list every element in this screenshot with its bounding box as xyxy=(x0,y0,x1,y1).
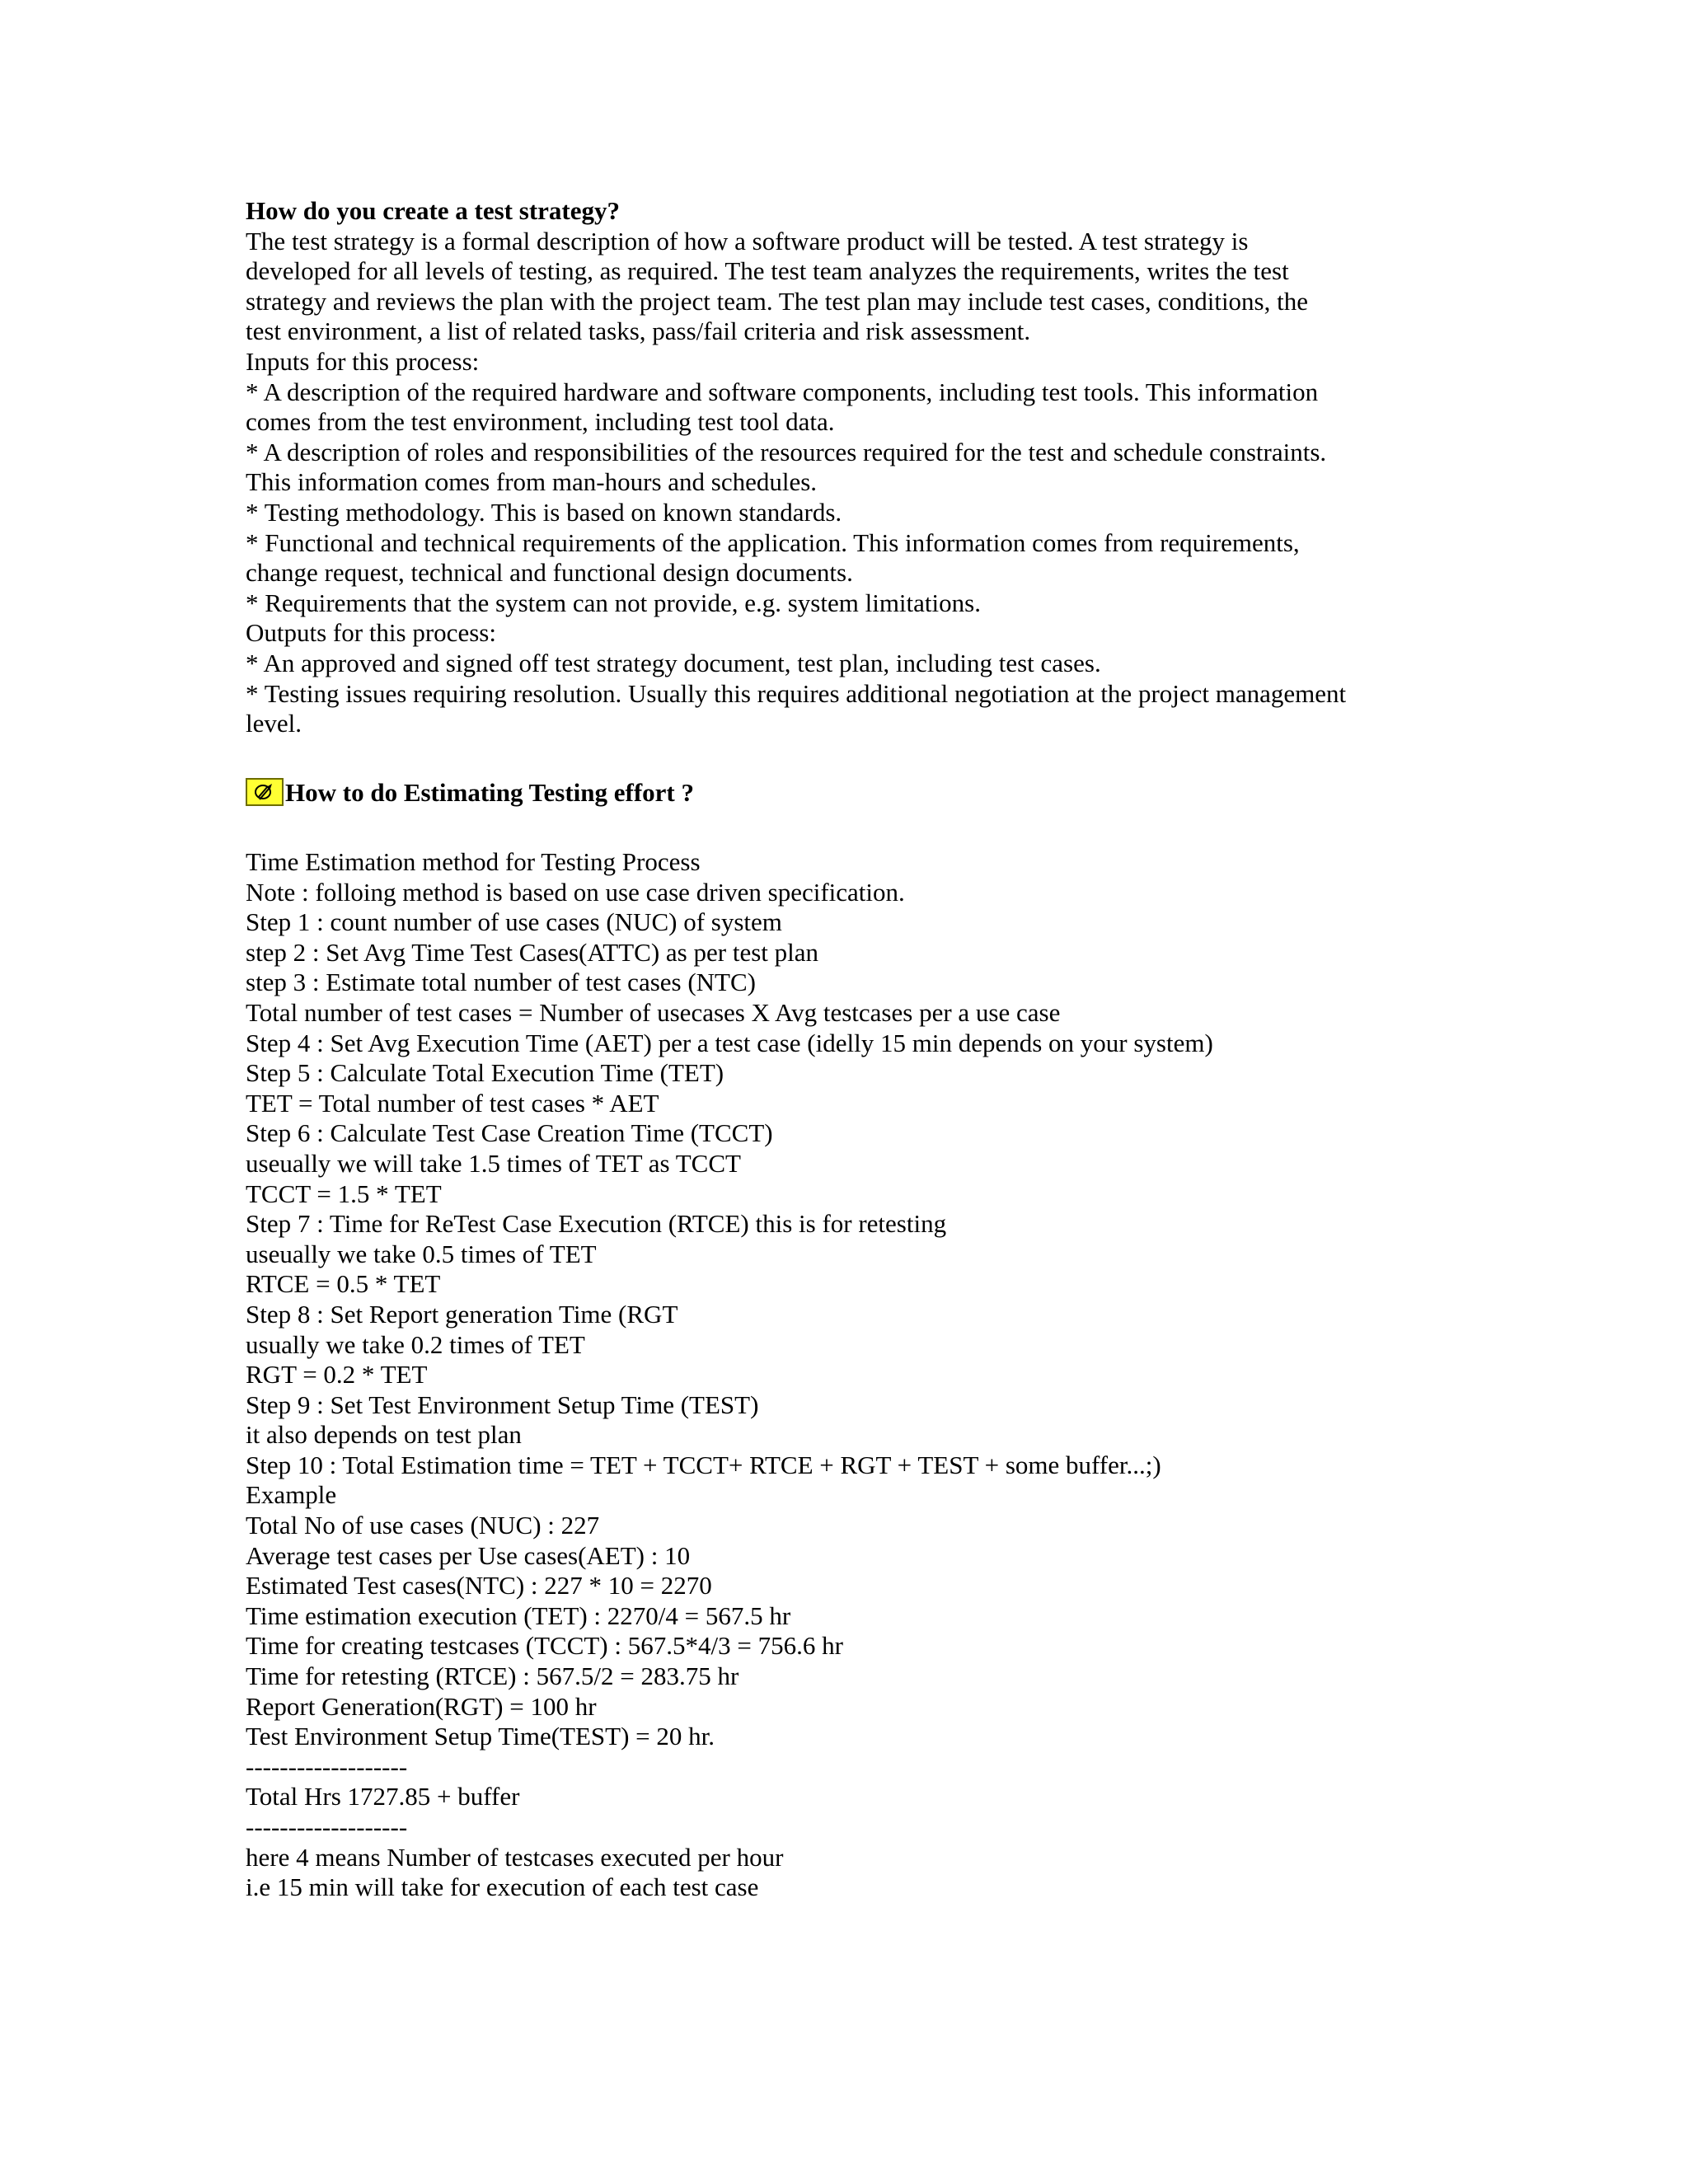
paragraph-line: developed for all levels of testing, as required. The test team analyzes the requirements, writes the test xyxy=(246,256,1289,286)
estimation-line: Report Generation(RGT) = 100 hr xyxy=(246,1691,597,1721)
paragraph-line: test environment, a list of related tasks, pass/fail criteria and risk assessment. xyxy=(246,316,1031,346)
paragraph-line: * Requirements that the system can not provide, e.g. system limitations. xyxy=(246,588,981,617)
paragraph-line: The test strategy is a formal description of how a software product will be tested. A test strategy is xyxy=(246,226,1249,255)
paragraph-line: This information comes from man-hours and schedules. xyxy=(246,467,818,497)
estimation-line: Note : folloing method is based on use case driven specification. xyxy=(246,877,905,907)
estimation-line: Estimated Test cases(NTC) : 227 * 10 = 2270 xyxy=(246,1571,712,1601)
paragraph-line: Outputs for this process: xyxy=(246,618,496,648)
paragraph-line: change request, technical and functional design documents. xyxy=(246,558,853,588)
estimation-line: useually we will take 1.5 times of TET as TCCT xyxy=(246,1148,741,1178)
estimation-line: Step 10 : Total Estimation time = TET + TCCT+ RTCE + RGT + TEST + some buffer...;) xyxy=(246,1450,1161,1479)
estimation-line: step 3 : Estimate total number of test cases (NTC) xyxy=(246,968,756,997)
estimation-line: RGT = 0.2 * TET xyxy=(246,1360,428,1390)
estimation-line: Test Environment Setup Time(TEST) = 20 hr. xyxy=(246,1722,715,1751)
estimation-line: it also depends on test plan xyxy=(246,1420,522,1450)
estimation-line: Step 1 : count number of use cases (NUC) of system xyxy=(246,907,782,937)
estimation-line: Time for retesting (RTCE) : 567.5/2 = 283.75 hr xyxy=(246,1661,739,1691)
paragraph-line: * An approved and signed off test strategy document, test plan, including test cases. xyxy=(246,648,1101,677)
paragraph-line: strategy and reviews the plan with the project team. The test plan may include test cases, conditions, the xyxy=(246,286,1308,316)
estimation-line: TCCT = 1.5 * TET xyxy=(246,1179,442,1208)
highlighter-icon xyxy=(246,778,284,806)
paragraph-line: * A description of roles and responsibilities of the resources required for the test and schedule constraints. xyxy=(246,437,1327,466)
estimating-effort-heading: How to do Estimating Testing effort ? xyxy=(285,778,694,807)
estimation-line: Total number of test cases = Number of usecases X Avg testcases per a use case xyxy=(246,997,1061,1027)
estimation-line: useually we take 0.5 times of TET xyxy=(246,1239,597,1268)
estimation-line: Step 6 : Calculate Test Case Creation Time (TCCT) xyxy=(246,1118,773,1148)
paragraph-line: Inputs for this process: xyxy=(246,346,480,376)
estimation-line: RTCE = 0.5 * TET xyxy=(246,1269,441,1299)
paragraph-line: * Testing issues requiring resolution. Usually this requires additional negotiation at the project management xyxy=(246,678,1347,708)
estimation-line: Time for creating testcases (TCCT) : 567.5*4/3 = 756.6 hr xyxy=(246,1631,843,1661)
separator-line: ------------------- xyxy=(246,1751,408,1781)
paragraph-line: * Testing methodology. This is based on known standards. xyxy=(246,497,842,527)
paragraph-line: level. xyxy=(246,709,302,738)
estimation-line: Average test cases per Use cases(AET) : 10 xyxy=(246,1540,691,1570)
estimation-line: Total Hrs 1727.85 + buffer xyxy=(246,1782,520,1811)
estimation-line: Example xyxy=(246,1480,337,1510)
estimation-line: Time estimation execution (TET) : 2270/4 = 567.5 hr xyxy=(246,1601,791,1630)
estimation-line: Step 5 : Calculate Total Execution Time (TET) xyxy=(246,1058,724,1088)
estimation-line: Step 9 : Set Test Environment Setup Time (TEST) xyxy=(246,1390,759,1419)
estimation-line: Step 4 : Set Avg Execution Time (AET) per a test case (idelly 15 min depends on your system) xyxy=(246,1028,1213,1057)
paragraph-line: * Functional and technical requirements of the application. This information comes from requirements, xyxy=(246,527,1300,557)
estimation-line: here 4 means Number of testcases executed per hour xyxy=(246,1842,784,1872)
estimation-line: TET = Total number of test cases * AET xyxy=(246,1088,659,1118)
estimation-method-section xyxy=(246,847,1213,1903)
test-strategy-section xyxy=(246,196,1346,739)
paragraph-line: * A description of the required hardware and software components, including test tools. This information xyxy=(246,377,1319,406)
estimation-line: Total No of use cases (NUC) : 227 xyxy=(246,1511,600,1540)
estimation-line: step 2 : Set Avg Time Test Cases(ATTC) as per test plan xyxy=(246,937,819,967)
paragraph-line: comes from the test environment, including test tool data. xyxy=(246,407,835,437)
estimation-line: Step 8 : Set Report generation Time (RGT xyxy=(246,1299,678,1329)
estimation-line: i.e 15 min will take for execution of each test case xyxy=(246,1872,759,1902)
separator-line: ------------------- xyxy=(246,1812,408,1841)
estimating-effort-title xyxy=(246,776,694,809)
estimation-line: Step 7 : Time for ReTest Case Execution (RTCE) this is for retesting xyxy=(246,1209,947,1239)
estimation-line: Time Estimation method for Testing Process xyxy=(246,847,701,876)
test-strategy-heading: How do you create a test strategy? xyxy=(246,196,620,225)
estimation-line: usually we take 0.2 times of TET xyxy=(246,1329,585,1359)
